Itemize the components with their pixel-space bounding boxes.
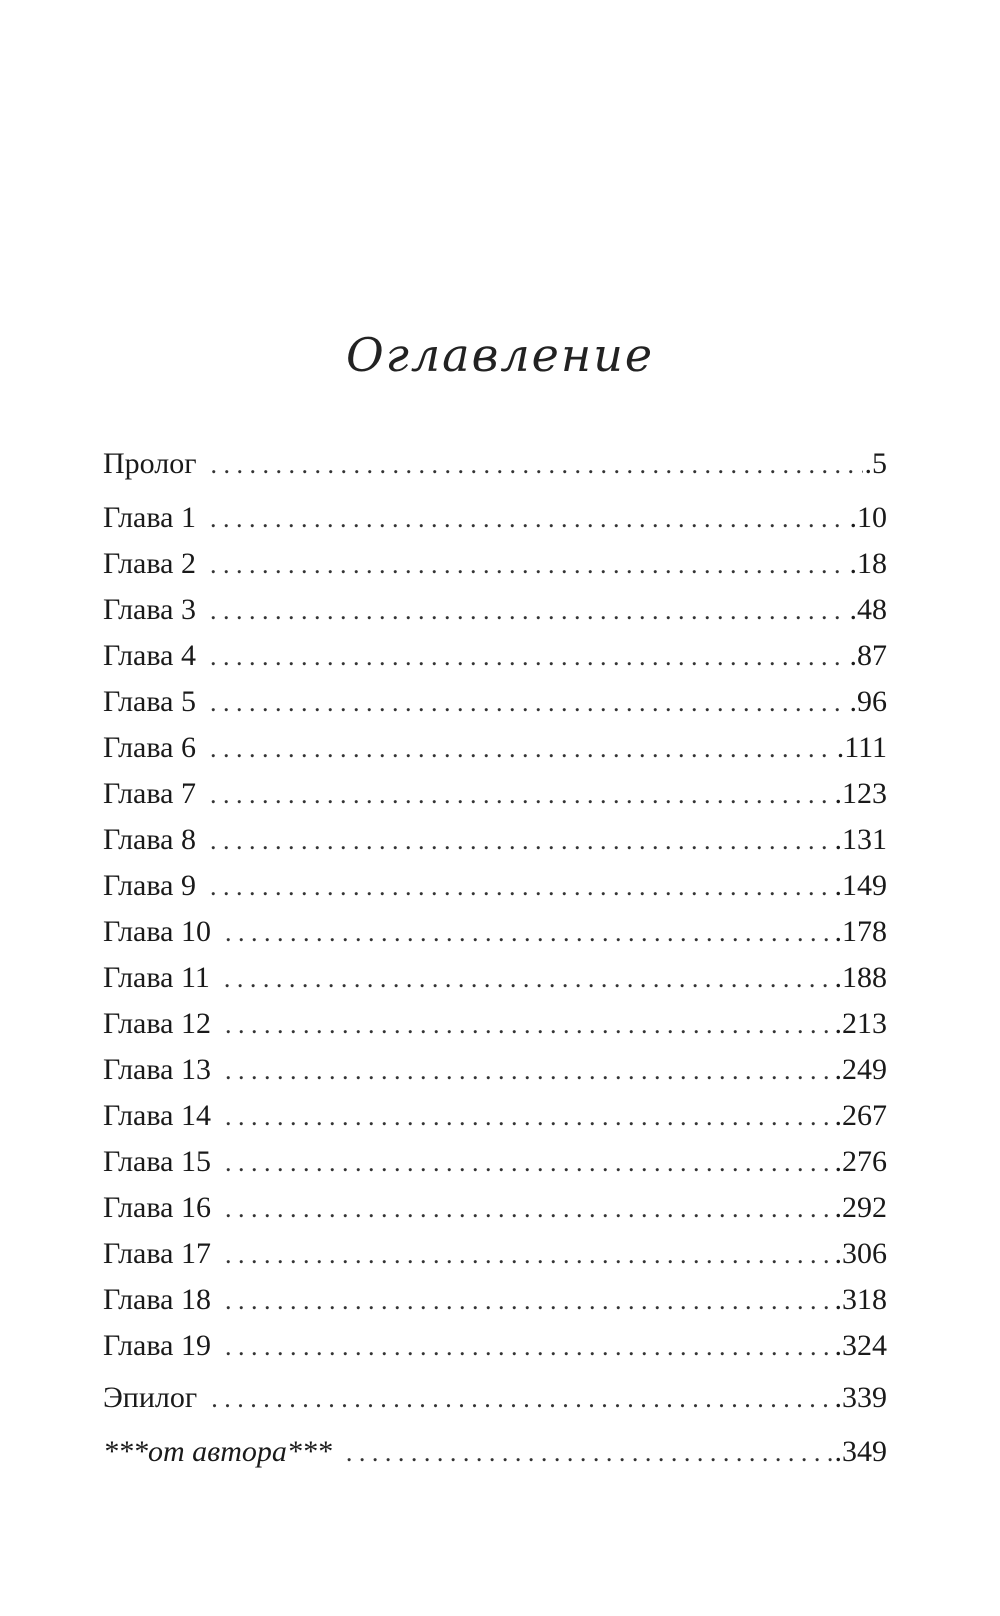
- toc-entry-chapter-1: [103, 500, 887, 536]
- toc-entry-page: .324: [834, 1329, 887, 1362]
- toc-entry-label: Глава 13: [103, 1053, 211, 1086]
- dot-leader: [210, 593, 848, 629]
- toc-entry-chapter-5: [103, 684, 887, 720]
- toc-entry-page: .276: [834, 1145, 887, 1178]
- toc-entry-page: .339: [834, 1381, 887, 1414]
- toc-entry-chapter-10: [103, 914, 887, 950]
- toc-entry-label: Глава 17: [103, 1237, 211, 1270]
- dot-leader: [225, 915, 833, 951]
- dot-leader: [346, 1435, 833, 1471]
- toc-entry-page: .131: [834, 823, 887, 856]
- toc-entry-page: .48: [849, 593, 887, 626]
- toc-entry-chapter-17: [103, 1236, 887, 1272]
- toc-entry-chapter-7: [103, 776, 887, 812]
- dot-leader: [225, 1007, 833, 1043]
- dot-leader: [225, 1053, 833, 1089]
- toc-entry-chapter-8: [103, 822, 887, 858]
- toc-entry-page: .349: [834, 1435, 887, 1468]
- toc-entry-label: Глава 19: [103, 1329, 211, 1362]
- toc-entry-label: Глава 2: [103, 547, 196, 580]
- toc-entry-label: Глава 16: [103, 1191, 211, 1224]
- toc-entry-epilogue: [103, 1380, 887, 1416]
- toc-entry-label: ***от автора***: [103, 1435, 332, 1468]
- toc-entry-label: Пролог: [103, 447, 197, 480]
- dot-leader: [225, 1099, 833, 1135]
- dot-leader: [225, 1283, 833, 1319]
- toc-entry-page: .249: [834, 1053, 887, 1086]
- toc-entry-page: .267: [834, 1099, 887, 1132]
- dot-leader: [225, 1329, 833, 1365]
- toc-entry-page: .10: [849, 501, 887, 534]
- toc-entry-page: .213: [834, 1007, 887, 1040]
- toc-entry-label: Глава 8: [103, 823, 196, 856]
- toc-entry-page: .18: [849, 547, 887, 580]
- toc-entry-chapter-2: [103, 546, 887, 582]
- dot-leader: [210, 547, 848, 583]
- toc-entry-label: Глава 11: [103, 961, 210, 994]
- toc-entry-page: .188: [834, 961, 887, 994]
- toc-entry-chapter-3: [103, 592, 887, 628]
- toc-entry-label: Глава 10: [103, 915, 211, 948]
- toc-entry-label: Глава 7: [103, 777, 196, 810]
- toc-entry-prologue: [103, 446, 887, 482]
- dot-leader: [210, 639, 848, 675]
- toc-entry-chapter-11: [103, 960, 887, 996]
- toc-entry-label: Эпилог: [103, 1381, 198, 1414]
- dot-leader: [210, 777, 833, 813]
- toc-entry-chapter-16: [103, 1190, 887, 1226]
- toc-entry-label: Глава 18: [103, 1283, 211, 1316]
- toc-entry-page: .292: [834, 1191, 887, 1224]
- dot-leader: [210, 823, 833, 859]
- toc-entry-chapter-12: [103, 1006, 887, 1042]
- toc-entry-label: Глава 9: [103, 869, 196, 902]
- toc-entry-page: .318: [834, 1283, 887, 1316]
- dot-leader: [210, 685, 848, 721]
- dot-leader: [225, 1145, 833, 1181]
- toc-entry-label: Глава 5: [103, 685, 196, 718]
- toc-entry-label: Глава 15: [103, 1145, 211, 1178]
- toc-entry-page: .111: [836, 731, 887, 764]
- toc-entry-chapter-18: [103, 1282, 887, 1318]
- toc-entry-label: Глава 14: [103, 1099, 211, 1132]
- toc-entry-label: Глава 4: [103, 639, 196, 672]
- toc-entry-chapter-4: [103, 638, 887, 674]
- toc-entry-page: .178: [834, 915, 887, 948]
- dot-leader: [211, 447, 863, 483]
- page-title: Оглавление: [345, 328, 655, 382]
- toc-entry-page: .87: [849, 639, 887, 672]
- toc-entry-chapter-6: [103, 730, 887, 766]
- dot-leader: [210, 869, 833, 905]
- toc-entry-chapter-15: [103, 1144, 887, 1180]
- dot-leader: [225, 1191, 833, 1227]
- toc-entry-chapter-14: [103, 1098, 887, 1134]
- dot-leader: [225, 1237, 833, 1273]
- dot-leader: [224, 961, 833, 997]
- dot-leader: [210, 731, 835, 767]
- toc-entry-chapter-19: [103, 1328, 887, 1364]
- toc-entry-label: Глава 12: [103, 1007, 211, 1040]
- toc-entry-label: Глава 1: [103, 501, 196, 534]
- toc-entry-label: Глава 6: [103, 731, 196, 764]
- toc-entry-page: .149: [834, 869, 887, 902]
- toc-entry-chapter-13: [103, 1052, 887, 1088]
- toc-entry-author-note: [103, 1434, 887, 1470]
- toc-entry-page: .306: [834, 1237, 887, 1270]
- toc-entry-page: .5: [864, 447, 887, 480]
- toc-entry-chapter-9: [103, 868, 887, 904]
- dot-leader: [210, 501, 848, 537]
- toc-entry-label: Глава 3: [103, 593, 196, 626]
- dot-leader: [211, 1381, 832, 1417]
- toc-entry-page: .96: [849, 685, 887, 718]
- toc-entry-page: .123: [834, 777, 887, 810]
